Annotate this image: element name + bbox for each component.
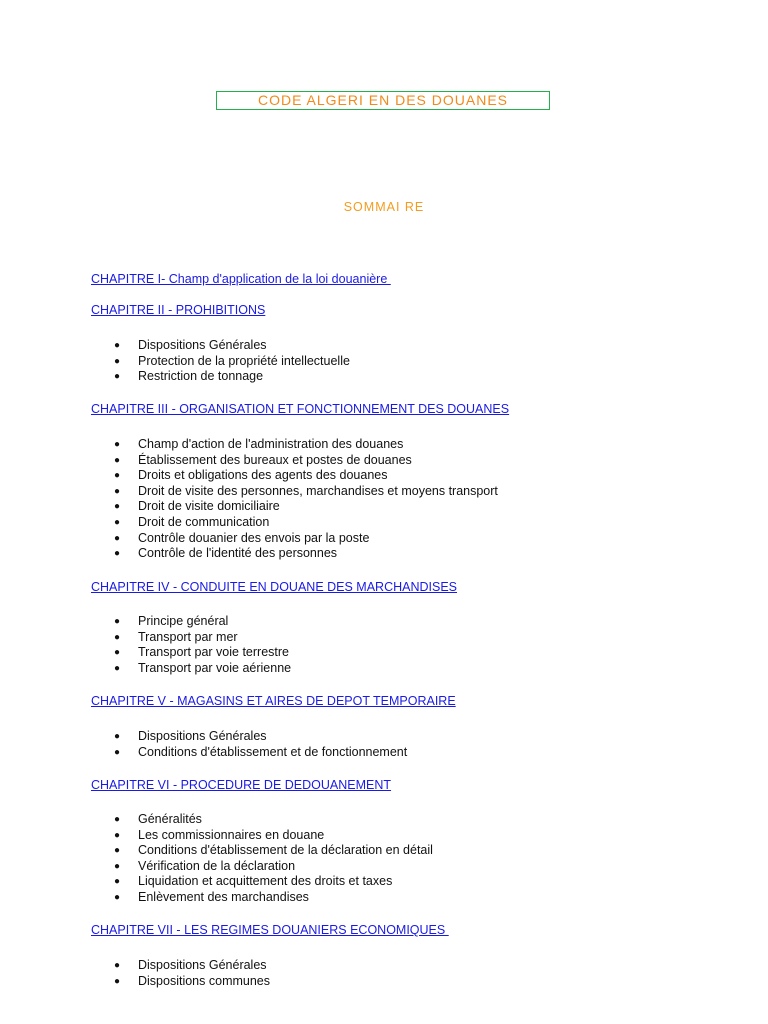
list-item: ● Contrôle de l'identité des personnes	[114, 546, 338, 561]
chapter-3-items	[91, 437, 509, 562]
chapter-6-items	[91, 812, 433, 906]
bullet-icon: ●	[114, 731, 121, 742]
list-item: ● Principe général	[114, 614, 229, 628]
bullet-icon: ●	[114, 371, 121, 383]
bullet-icon: ●	[114, 485, 121, 497]
chapter-2-items	[91, 338, 350, 385]
list-item: ● Transport par voie aérienne	[114, 660, 292, 675]
list-item: ● Liquidation et acquittement des droits et taxes	[114, 874, 393, 889]
list-item: ● Contrôle douanier des envois par la poste	[114, 530, 370, 545]
list-item: ● Droit de visite domiciliaire	[114, 499, 280, 514]
bullet-icon: ●	[114, 975, 121, 987]
bullet-icon: ●	[114, 516, 121, 528]
list-item: ● Généralités	[114, 812, 202, 826]
bullet-icon: ●	[114, 746, 121, 758]
bullet-icon: ●	[114, 860, 121, 872]
document-title: CODE ALGERI EN DES DOUANES	[216, 91, 550, 110]
bullet-icon: ●	[114, 829, 121, 841]
list-item: ● Conditions d'établissement de la déclaration en détail	[114, 843, 433, 858]
bullet-icon: ●	[114, 532, 121, 544]
summary-heading: SOMMAI RE	[343, 200, 425, 214]
bullet-icon: ●	[114, 340, 121, 351]
bullet-icon: ●	[114, 876, 121, 888]
chapter-link-4[interactable]: CHAPITRE IV - CONDUITE EN DOUANE DES MARCHANDISES	[91, 580, 458, 594]
list-item: ● Droit de communication	[114, 514, 270, 529]
chapter-4-items	[91, 614, 457, 676]
chapter-4-block	[91, 578, 457, 676]
chapter-link-3[interactable]: CHAPITRE III - ORGANISATION ET FONCTIONNEMENT DES DOUANES	[91, 402, 510, 416]
bullet-icon: ●	[114, 845, 121, 857]
chapter-5-block	[91, 692, 456, 760]
chapter-link-7[interactable]: CHAPITRE VII - LES REGIMES DOUANIERS ECONOMIQUES	[91, 923, 449, 937]
list-item: ● Dispositions Générales	[114, 338, 267, 352]
list-item: ● Transport par voie terrestre	[114, 645, 289, 660]
chapter-6-block	[91, 776, 433, 906]
chapter-link-6[interactable]: CHAPITRE VI - PROCEDURE DE DEDOUANEMENT	[91, 778, 392, 792]
chapter-7-block	[91, 921, 449, 989]
list-item: ● Dispositions Générales	[114, 729, 267, 743]
chapter-2-block	[91, 301, 350, 385]
bullet-icon: ●	[114, 647, 121, 659]
list-item: ● Protection de la propriété intellectuelle	[114, 353, 350, 368]
list-item: ● Conditions d'établissement et de fonctionnement	[114, 744, 408, 759]
chapter-link-2[interactable]: CHAPITRE II - PROHIBITIONS	[91, 303, 266, 317]
bullet-icon: ●	[114, 470, 121, 482]
chapter-5-items	[91, 729, 456, 760]
bullet-icon: ●	[114, 662, 121, 674]
list-item: ● Établissement des bureaux et postes de douanes	[114, 452, 412, 467]
bullet-icon: ●	[114, 454, 121, 466]
chapter-1-block	[91, 270, 391, 288]
chapter-link-5[interactable]: CHAPITRE V - MAGASINS ET AIRES DE DEPOT TEMPORAIRE	[91, 694, 456, 708]
list-item: ● Les commissionnaires en douane	[114, 827, 325, 842]
list-item: ● Dispositions communes	[114, 973, 270, 988]
list-item: ● Vérification de la déclaration	[114, 858, 296, 873]
list-item: ● Droits et obligations des agents des douanes	[114, 468, 388, 483]
list-item: ● Transport par mer	[114, 629, 238, 644]
bullet-icon: ●	[114, 891, 121, 903]
chapter-link-1[interactable]: CHAPITRE I- Champ d'application de la loi douanière	[91, 272, 391, 286]
chapter-7-items	[91, 958, 449, 989]
list-item: ● Dispositions Générales	[114, 958, 267, 972]
list-item: ● Droit de visite des personnes, marchandises et moyens transport	[114, 483, 498, 498]
bullet-icon: ●	[114, 814, 121, 825]
list-item: ● Champ d'action de l'administration des douanes	[114, 437, 404, 451]
bullet-icon: ●	[114, 548, 121, 560]
bullet-icon: ●	[114, 631, 121, 643]
list-item: ● Restriction de tonnage	[114, 369, 264, 384]
chapter-3-block	[91, 400, 509, 562]
bullet-icon: ●	[114, 616, 121, 627]
list-item: ● Enlèvement des marchandises	[114, 889, 309, 904]
bullet-icon: ●	[114, 439, 121, 450]
bullet-icon: ●	[114, 501, 121, 513]
bullet-icon: ●	[114, 355, 121, 367]
bullet-icon: ●	[114, 960, 121, 971]
